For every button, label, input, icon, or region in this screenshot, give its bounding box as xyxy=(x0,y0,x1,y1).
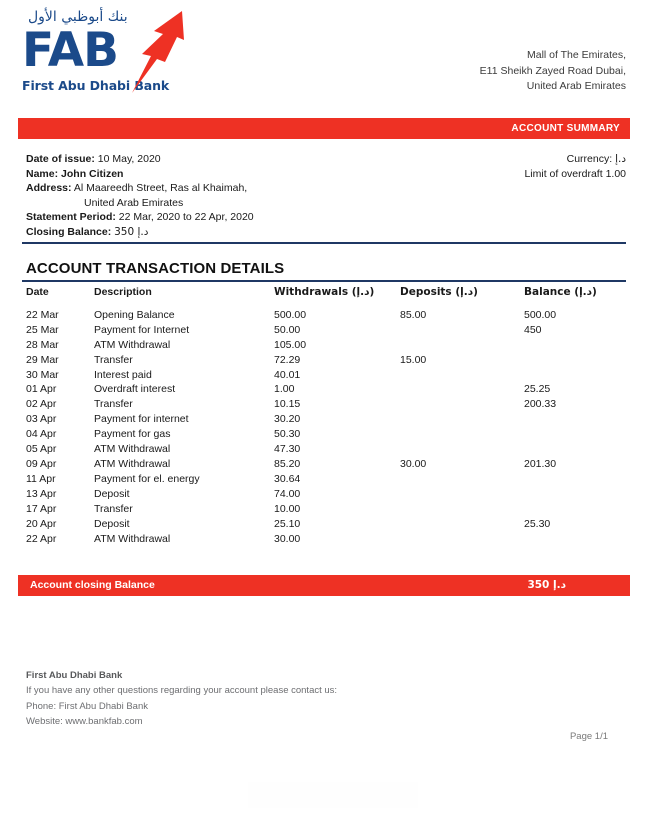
cell-withdrawal: 72.29 xyxy=(274,353,301,366)
currency-details xyxy=(524,152,626,181)
cell-deposit xyxy=(400,413,524,428)
table-row xyxy=(22,338,626,353)
cell-withdrawal: 1.00 xyxy=(274,383,295,396)
branch-address xyxy=(480,48,626,95)
page-footer xyxy=(26,668,648,730)
cell-balance xyxy=(524,533,626,548)
cell-date: 03 Apr xyxy=(26,413,57,426)
cell-balance: 201.30 xyxy=(524,458,557,471)
cell-date: 25 Mar xyxy=(26,323,59,336)
address-label: Address: xyxy=(26,182,72,195)
cell-balance xyxy=(524,428,626,443)
transactions-title: ACCOUNT TRANSACTION DETAILS xyxy=(26,259,285,277)
cell-description: Interest paid xyxy=(94,368,152,381)
cell-withdrawal: 105.00 xyxy=(274,338,307,351)
cell-description: Deposit xyxy=(94,488,130,501)
table-row xyxy=(22,368,626,383)
cell-description: Payment for gas xyxy=(94,428,171,441)
overdraft-label: Limit of overdraft xyxy=(524,167,603,180)
statement-period-row xyxy=(26,210,626,225)
bottom-watermark xyxy=(248,782,418,808)
cell-withdrawal: 40.01 xyxy=(274,368,301,381)
name-value: John Citizen xyxy=(61,167,124,180)
closing-balance-label: Closing Balance: xyxy=(26,225,112,238)
cell-balance: 25.30 xyxy=(524,518,551,531)
table-row xyxy=(22,503,626,518)
cell-description: ATM Withdrawal xyxy=(94,533,171,546)
cell-balance xyxy=(524,353,626,368)
date-of-issue-label: Date of issue: xyxy=(26,153,95,165)
currency-value: د.إ xyxy=(615,153,626,165)
cell-date: 22 Mar xyxy=(26,308,59,321)
cell-date: 28 Mar xyxy=(26,338,59,351)
cell-date: 05 Apr xyxy=(26,443,57,456)
currency-row xyxy=(524,152,626,167)
table-row xyxy=(22,443,626,458)
transactions-table xyxy=(22,282,626,548)
table-row xyxy=(22,533,626,548)
cell-date: 17 Apr xyxy=(26,503,57,516)
statement-period-label: Statement Period: xyxy=(26,211,116,224)
cell-deposit xyxy=(400,323,524,338)
closing-balance-bar-amount: 350 د.إ xyxy=(527,579,566,592)
name-label: Name: xyxy=(26,167,59,180)
cell-balance xyxy=(524,503,626,518)
branch-address-line3: United Arab Emirates xyxy=(526,80,626,92)
summary-divider xyxy=(22,242,626,244)
table-row xyxy=(22,518,626,533)
bank-logo-arabic-text: بنك أبوظبي الأول xyxy=(28,9,128,25)
cell-withdrawal: 30.00 xyxy=(274,533,301,546)
cell-deposit xyxy=(400,533,524,548)
cell-withdrawal: 47.30 xyxy=(274,443,301,456)
cell-description: ATM Withdrawal xyxy=(94,458,171,471)
cell-date: 22 Apr xyxy=(26,533,57,546)
transactions-body xyxy=(22,303,626,548)
cell-deposit xyxy=(400,368,524,383)
cell-description: Overdraft interest xyxy=(94,383,176,396)
column-header-deposits: Deposits (د.إ) xyxy=(400,285,478,298)
cell-description: Transfer xyxy=(94,353,133,366)
cell-deposit xyxy=(400,488,524,503)
cell-deposit xyxy=(400,503,524,518)
cell-deposit xyxy=(400,383,524,398)
cell-withdrawal: 30.20 xyxy=(274,413,301,426)
table-row xyxy=(22,413,626,428)
cell-balance xyxy=(524,413,626,428)
cell-date: 04 Apr xyxy=(26,428,57,441)
table-row xyxy=(22,323,626,338)
cell-deposit: 30.00 xyxy=(400,458,427,471)
table-header-row xyxy=(22,282,626,303)
cell-deposit xyxy=(400,398,524,413)
bank-logo-subtitle: First Abu Dhabi Bank xyxy=(22,78,170,93)
closing-balance-value: 350 د.إ xyxy=(114,225,149,238)
bank-logo xyxy=(22,8,222,93)
table-row xyxy=(22,303,626,323)
closing-balance-bar-label: Account closing Balance xyxy=(30,579,155,592)
cell-withdrawal: 25.10 xyxy=(274,518,301,531)
column-header-withdrawals: Withdrawals (د.إ) xyxy=(274,285,375,298)
overdraft-value: 1.00 xyxy=(605,167,626,180)
arrow-swoosh-icon xyxy=(124,7,186,95)
bank-logo-mark xyxy=(22,23,202,78)
date-of-issue-value: 10 May, 2020 xyxy=(97,153,161,165)
cell-date: 29 Mar xyxy=(26,353,59,366)
cell-withdrawal: 30.64 xyxy=(274,473,301,486)
footer-phone-line: Phone: First Abu Dhabi Bank xyxy=(26,700,148,712)
cell-deposit xyxy=(400,428,524,443)
cell-balance: 200.33 xyxy=(524,398,557,411)
footer-contact-line: If you have any other questions regarding your account please contact us: xyxy=(26,685,338,697)
table-row xyxy=(22,458,626,473)
cell-date: 01 Apr xyxy=(26,383,57,396)
cell-date: 09 Apr xyxy=(26,458,57,471)
bank-logo-wordmark: FAB xyxy=(22,23,118,78)
cell-description: Deposit xyxy=(94,518,130,531)
cell-date: 11 Apr xyxy=(26,473,56,486)
cell-deposit xyxy=(400,518,524,533)
table-row xyxy=(22,473,626,488)
cell-balance: 25.25 xyxy=(524,383,551,396)
account-summary-label: ACCOUNT SUMMARY xyxy=(511,123,620,134)
cell-description: Payment for el. energy xyxy=(94,473,200,486)
cell-date: 30 Mar xyxy=(26,368,59,381)
cell-balance: 500.00 xyxy=(524,308,557,321)
account-summary-bar xyxy=(18,118,630,139)
cell-deposit xyxy=(400,443,524,458)
cell-description: Transfer xyxy=(94,398,133,411)
branch-address-line1: Mall of The Emirates, xyxy=(526,49,626,61)
page-header xyxy=(0,0,648,118)
branch-address-line2: E11 Sheikh Zayed Road Dubai, xyxy=(479,64,626,77)
cell-balance xyxy=(524,488,626,503)
table-row xyxy=(22,383,626,398)
cell-withdrawal: 500.00 xyxy=(274,308,307,321)
cell-balance: 450 xyxy=(524,323,542,336)
cell-description: ATM Withdrawal xyxy=(94,338,171,351)
cell-description: Opening Balance xyxy=(94,308,175,321)
table-row xyxy=(22,488,626,503)
cell-balance xyxy=(524,473,626,488)
address-row xyxy=(26,181,626,196)
table-row xyxy=(22,428,626,443)
table-row xyxy=(22,353,626,368)
currency-label: Currency: xyxy=(566,153,613,165)
footer-bank-name: First Abu Dhabi Bank xyxy=(26,669,123,681)
column-header-date: Date xyxy=(26,285,49,298)
cell-description: Payment for internet xyxy=(94,413,189,426)
cell-description: ATM Withdrawal xyxy=(94,443,171,456)
address-value-line1: Al Maareedh Street, Ras al Khaimah, xyxy=(73,182,248,195)
cell-description: Payment for Internet xyxy=(94,323,190,336)
cell-withdrawal: 74.00 xyxy=(274,488,301,501)
column-header-description: Description xyxy=(94,285,152,298)
cell-deposit xyxy=(400,473,524,488)
column-header-balance: Balance (د.إ) xyxy=(524,285,597,298)
footer-website-line: Website: www.bankfab.com xyxy=(26,716,143,728)
cell-withdrawal: 50.00 xyxy=(274,323,301,336)
cell-description: Transfer xyxy=(94,503,133,516)
cell-date: 13 Apr xyxy=(26,488,57,501)
cell-withdrawal: 10.15 xyxy=(274,398,301,411)
cell-date: 02 Apr xyxy=(26,398,57,411)
cell-withdrawal: 85.20 xyxy=(274,458,301,471)
cell-withdrawal: 10.00 xyxy=(274,503,301,516)
overdraft-row xyxy=(524,167,626,182)
page-number: Page 1/1 xyxy=(569,731,608,742)
statement-period-value: 22 Mar, 2020 to 22 Apr, 2020 xyxy=(118,211,254,224)
cell-withdrawal: 50.30 xyxy=(274,428,301,441)
account-summary-section xyxy=(26,152,626,240)
cell-deposit: 15.00 xyxy=(400,353,427,366)
account-closing-balance-bar xyxy=(18,575,630,596)
cell-deposit: 85.00 xyxy=(400,308,427,321)
address-value-line2: United Arab Emirates xyxy=(84,196,184,209)
cell-balance xyxy=(524,368,626,383)
table-row xyxy=(22,398,626,413)
cell-balance xyxy=(524,338,626,353)
cell-date: 20 Apr xyxy=(26,518,57,531)
cell-deposit xyxy=(400,338,524,353)
cell-balance xyxy=(524,443,626,458)
closing-balance-row xyxy=(26,225,626,240)
